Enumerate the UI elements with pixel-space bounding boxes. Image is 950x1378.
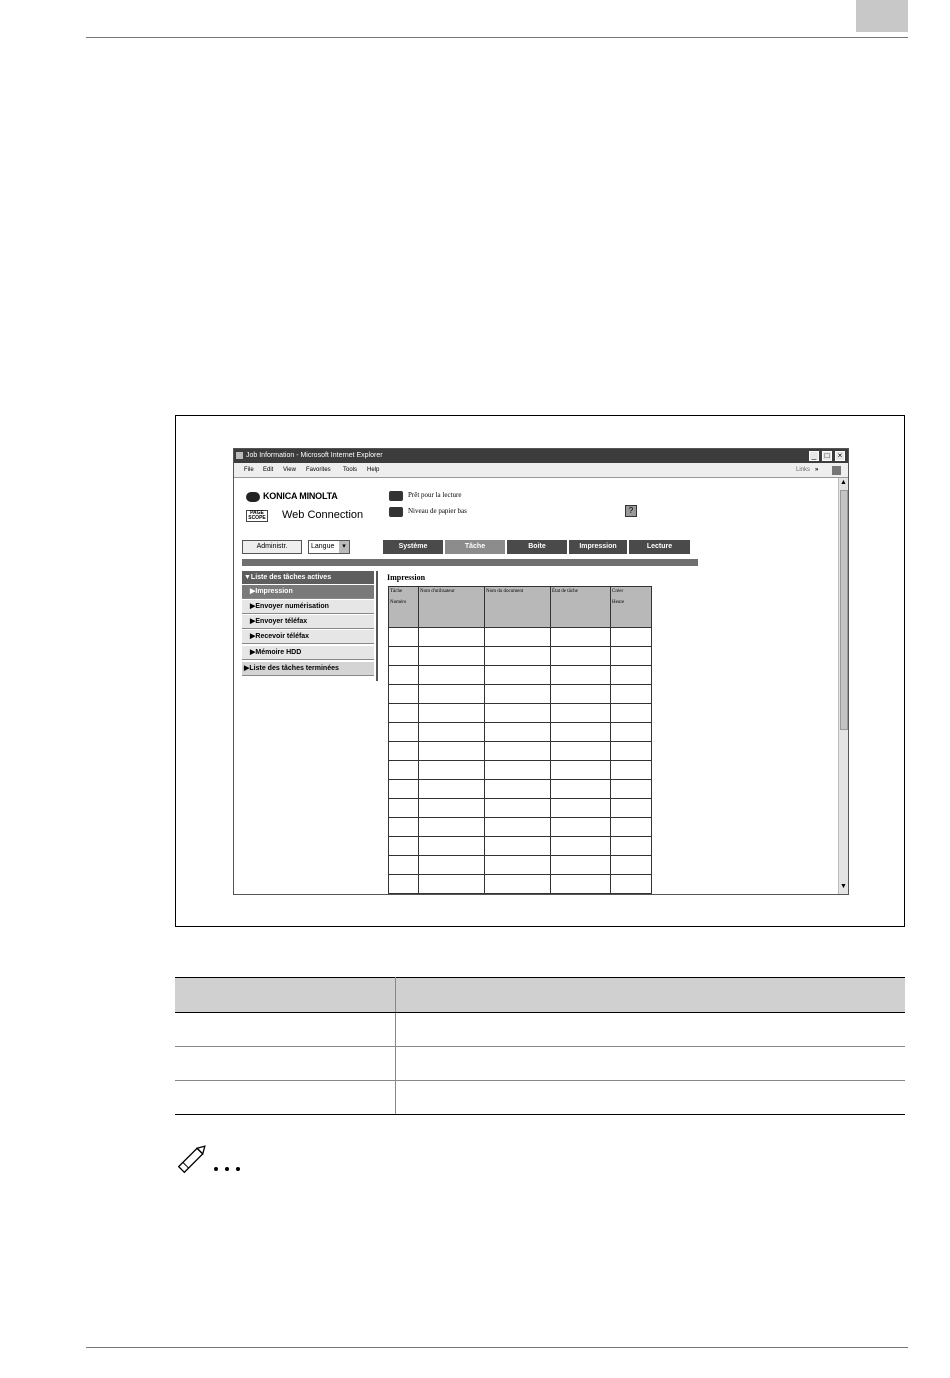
table-row: [389, 761, 652, 780]
table-cell: [389, 799, 419, 818]
top-rule: [86, 37, 908, 38]
table-cell: [611, 647, 652, 666]
description-table: [175, 977, 905, 1115]
tab-tache[interactable]: Tâche: [445, 540, 505, 554]
table-cell: [389, 875, 419, 894]
table-cell: [419, 837, 485, 856]
tab-systeme[interactable]: Système: [383, 540, 443, 554]
table-cell: [551, 856, 611, 875]
status-paper: Niveau de papier bas: [408, 507, 467, 515]
table-row: [389, 723, 652, 742]
table-cell: [389, 723, 419, 742]
table-cell: [419, 647, 485, 666]
language-select[interactable]: [308, 540, 350, 554]
table-cell: [389, 761, 419, 780]
table-row: [389, 704, 652, 723]
menu-view[interactable]: View: [283, 467, 296, 473]
table-cell: [611, 704, 652, 723]
table-row: [175, 1081, 905, 1115]
table-cell: [419, 780, 485, 799]
menu-bar: [234, 463, 848, 478]
help-icon[interactable]: ?: [625, 505, 637, 517]
page-number-tab: [856, 0, 908, 32]
table-cell: [485, 780, 551, 799]
table-cell: [485, 837, 551, 856]
table-cell: [419, 875, 485, 894]
table-row: [389, 685, 652, 704]
col-job-number: Tâche Numéro: [389, 587, 419, 628]
table-cell: [551, 628, 611, 647]
table-row: [389, 799, 652, 818]
table-cell: [485, 856, 551, 875]
sidebar-divider: [376, 571, 378, 681]
close-button[interactable]: ×: [835, 451, 845, 461]
table-cell: [485, 818, 551, 837]
table-row: [389, 628, 652, 647]
language-select-value: Langue: [311, 543, 335, 550]
table-cell: [389, 704, 419, 723]
browser-window: [233, 448, 849, 895]
sidebar-finished-jobs[interactable]: ▶Liste des tâches terminées: [242, 662, 374, 676]
pagescope-logo-icon: PAGE SCOPE: [246, 510, 268, 522]
table-cell: [551, 685, 611, 704]
konica-minolta-logo-icon: [246, 492, 260, 502]
desc-header-item: [175, 978, 396, 1013]
table-cell: [611, 856, 652, 875]
table-cell: [419, 742, 485, 761]
table-cell: [551, 818, 611, 837]
table-cell: [611, 818, 652, 837]
minimize-button[interactable]: _: [809, 451, 819, 461]
table-cell: [389, 666, 419, 685]
table-cell: [389, 837, 419, 856]
table-cell: [551, 704, 611, 723]
table-cell: [611, 837, 652, 856]
sidebar-item-envoyer-numerisation[interactable]: ▶Envoyer numérisation: [242, 600, 374, 614]
scroll-down-icon[interactable]: ▼: [840, 883, 847, 890]
chevron-right-icon[interactable]: »: [815, 467, 819, 473]
table-cell: [389, 685, 419, 704]
sidebar-item-recevoir-telefax[interactable]: ▶Recevoir téléfax: [242, 630, 374, 644]
table-cell: [485, 628, 551, 647]
menu-help[interactable]: Help: [367, 467, 380, 473]
scroll-up-icon[interactable]: ▲: [840, 479, 847, 486]
tab-boite[interactable]: Boite: [507, 540, 567, 554]
scroll-thumb[interactable]: [840, 490, 848, 730]
printer-warning-icon: [389, 507, 403, 517]
table-cell: [485, 799, 551, 818]
bottom-rule: [86, 1347, 908, 1348]
table-cell: [551, 780, 611, 799]
table-cell: [551, 742, 611, 761]
table-cell: [485, 875, 551, 894]
table-cell: [551, 837, 611, 856]
ie-icon: [236, 452, 243, 459]
links-label[interactable]: Links: [796, 467, 811, 473]
table-cell: [551, 666, 611, 685]
restore-button[interactable]: □: [822, 451, 832, 461]
table-row: [389, 666, 652, 685]
sidebar-item-impression[interactable]: ▶Impression: [242, 585, 374, 599]
table-cell: [419, 666, 485, 685]
chevron-down-icon[interactable]: ▾: [339, 541, 349, 553]
col-created-time: Créer Heure: [611, 587, 652, 628]
table-cell: [419, 799, 485, 818]
table-cell: [485, 666, 551, 685]
table-row: [389, 780, 652, 799]
sidebar-active-jobs[interactable]: ▼Liste des tâches actives: [242, 571, 374, 584]
table-cell: [485, 723, 551, 742]
tab-underline-bar: [242, 559, 698, 566]
table-row: [175, 1013, 905, 1047]
table-cell: [551, 761, 611, 780]
tab-impression[interactable]: Impression: [569, 540, 627, 554]
table-cell: [419, 856, 485, 875]
desc-header-description: [396, 978, 906, 1013]
note-pencil-icon: [178, 1145, 248, 1175]
status-ready: Prêt pour la lecture: [408, 491, 462, 499]
table-cell: [389, 628, 419, 647]
col-job-status: État de tâche: [551, 587, 611, 628]
table-cell: [611, 780, 652, 799]
table-cell: [419, 818, 485, 837]
menu-file[interactable]: File: [244, 467, 254, 473]
product-name: Web Connection: [282, 509, 364, 521]
title-bar: [234, 449, 848, 463]
tab-lecture[interactable]: Lecture: [629, 540, 690, 554]
table-cell: [389, 742, 419, 761]
printer-ready-icon: [389, 491, 403, 501]
table-cell: [611, 666, 652, 685]
table-cell: [611, 685, 652, 704]
table-cell: [485, 761, 551, 780]
table-cell: [611, 628, 652, 647]
table-row: [389, 742, 652, 761]
table-cell: [419, 628, 485, 647]
table-row: [175, 1047, 905, 1081]
menu-favorites[interactable]: Favorites: [306, 467, 331, 473]
table-cell: [485, 742, 551, 761]
table-cell: [611, 723, 652, 742]
table-cell: [611, 761, 652, 780]
sidebar-item-envoyer-telefax[interactable]: ▶Envoyer téléfax: [242, 615, 374, 629]
job-table: [388, 586, 652, 894]
table-row: [389, 875, 652, 894]
table-cell: [485, 685, 551, 704]
table-cell: [419, 704, 485, 723]
section-title: Impression: [387, 573, 426, 582]
col-document-name: Nom du document: [485, 587, 551, 628]
table-cell: [389, 780, 419, 799]
table-cell: [551, 799, 611, 818]
menu-edit[interactable]: Edit: [263, 467, 274, 473]
brand-name: KONICA MINOLTA: [263, 491, 338, 501]
vertical-scrollbar[interactable]: [838, 478, 848, 894]
table-cell: [485, 704, 551, 723]
window-title: Job Information - Microsoft Internet Explorer: [246, 452, 383, 459]
menu-tools[interactable]: Tools: [343, 467, 358, 473]
table-cell: [611, 875, 652, 894]
table-cell: [419, 723, 485, 742]
table-cell: [419, 761, 485, 780]
table-row: [389, 837, 652, 856]
admin-button[interactable]: Administr.: [242, 540, 302, 554]
table-cell: [419, 685, 485, 704]
table-cell: [611, 799, 652, 818]
page-content: [234, 478, 838, 894]
table-row: [389, 856, 652, 875]
table-cell: [389, 856, 419, 875]
table-cell: [551, 875, 611, 894]
table-cell: [551, 647, 611, 666]
table-row: [389, 647, 652, 666]
table-cell: [485, 647, 551, 666]
table-row: [389, 818, 652, 837]
sidebar-item-memoire-hdd[interactable]: ▶Mémoire HDD: [242, 646, 374, 660]
col-user-name: Nom d'utilisateur: [419, 587, 485, 628]
table-cell: [389, 647, 419, 666]
table-cell: [551, 723, 611, 742]
windows-logo-icon: [832, 466, 841, 475]
table-cell: [611, 742, 652, 761]
table-cell: [389, 818, 419, 837]
